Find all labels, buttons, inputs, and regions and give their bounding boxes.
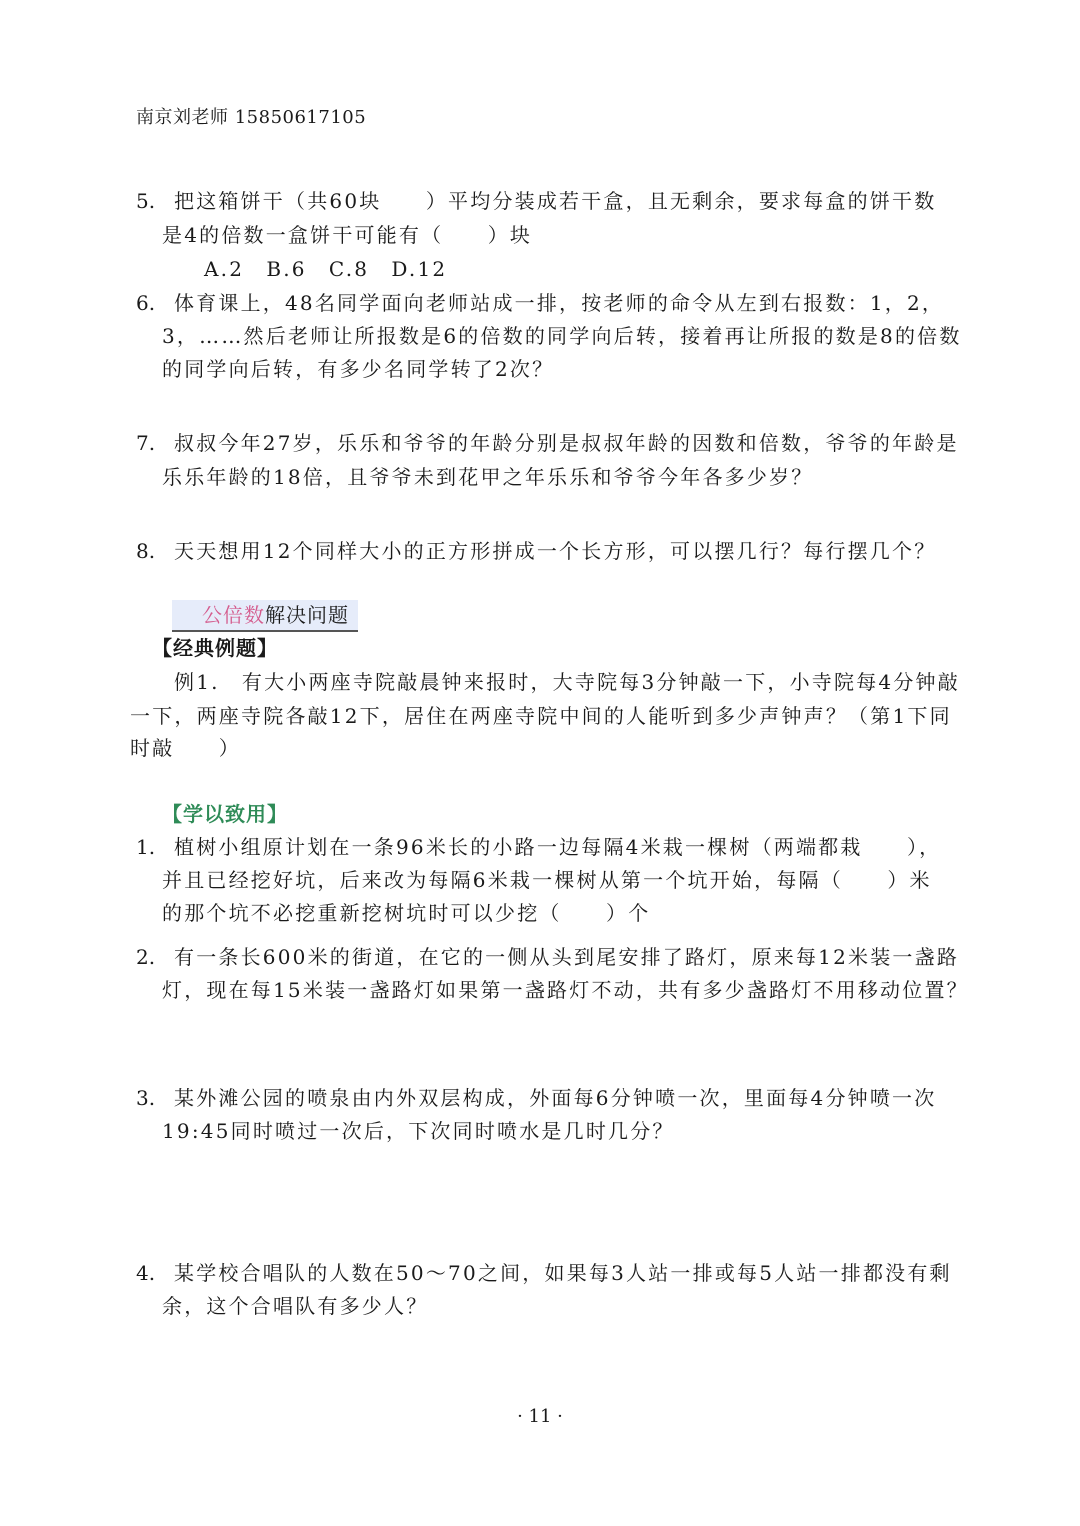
question-number: 3. <box>136 1086 156 1110</box>
question-number: 2. <box>136 945 156 969</box>
question-line: 天天想用12个同样大小的正方形拼成一个长方形，可以摆几行？每行摆几个？ <box>174 539 937 563</box>
question-line: 3，……然后老师让所报数是6的倍数的同学向后转，接着再让所报的数是8的倍数 <box>162 324 962 348</box>
practice-heading: 【学以致用】 <box>162 802 288 826</box>
example-line: 一下，两座寺院各敲12下，居住在两座寺院中间的人能听到多少声钟声？（第1下同 <box>130 704 952 728</box>
question-line: 灯，现在每15米装一盏路灯如果第一盏路灯不动，共有多少盏路灯不用移动位置？ <box>162 978 969 1002</box>
question-line: 体育课上，48名同学面向老师站成一排，按老师的命令从左到右报数：1，2， <box>174 291 945 315</box>
question-number: 4. <box>136 1261 156 1285</box>
section-title-highlight: 公倍数 <box>202 603 265 627</box>
question-line: 余，这个合唱队有多少人？ <box>162 1294 429 1318</box>
question-line: 并且已经挖好坑，后来改为每隔6米栽一棵树从第一个坑开始，每隔（ ）米 <box>162 868 932 892</box>
example-line: 时敲 ） <box>130 736 241 760</box>
question-line: 把这箱饼干（共60块 ）平均分装成若干盒，且无剩余，要求每盒的饼干数 <box>174 189 937 213</box>
question-line: 某外滩公园的喷泉由内外双层构成，外面每6分钟喷一次，里面每4分钟喷一次 <box>174 1086 937 1110</box>
question-number: 7. <box>136 431 156 455</box>
question-line: 乐乐年龄的18倍，且爷爷未到花甲之年乐乐和爷爷今年各多少岁？ <box>162 465 814 489</box>
example-heading: 【经典例题】 <box>152 636 278 660</box>
question-line: 的同学向后转，有多少名同学转了2次？ <box>162 357 555 381</box>
question-line: 叔叔今年27岁，乐乐和爷爷的年龄分别是叔叔年龄的因数和倍数，爷爷的年龄是 <box>174 431 959 455</box>
question-line: 某学校合唱队的人数在50～70之间，如果每3人站一排或每5人站一排都没有剩 <box>174 1261 952 1285</box>
question-line: 19:45同时喷过一次后，下次同时喷水是几时几分？ <box>162 1119 675 1143</box>
page-number: · 11 · <box>517 1406 563 1427</box>
example-line: 例1. 有大小两座寺院敲晨钟来报时，大寺院每3分钟敲一下，小寺院每4分钟敲 <box>174 670 960 694</box>
question-number: 5. <box>136 189 156 213</box>
header-contact: 南京刘老师 15850617105 <box>136 107 367 128</box>
section-title <box>172 600 358 632</box>
question-number: 8. <box>136 539 156 563</box>
question-number: 1. <box>136 835 156 859</box>
question-line: 的那个坑不必挖重新挖树坑时可以少挖（ ）个 <box>162 901 651 925</box>
question-line: 有一条长600米的街道，在它的一侧从头到尾安排了路灯，原来每12米装一盏路 <box>174 945 960 969</box>
question-line: 植树小组原计划在一条96米长的小路一边每隔4米栽一棵树（两端都栽 ）， <box>174 835 942 859</box>
section-title-rest: 解决问题 <box>265 603 349 627</box>
answer-options: A.2 B.6 C.8 D.12 <box>204 257 448 281</box>
question-number: 6. <box>136 291 156 315</box>
question-line: 是4的倍数一盒饼干可能有（ ）块 <box>162 223 533 247</box>
